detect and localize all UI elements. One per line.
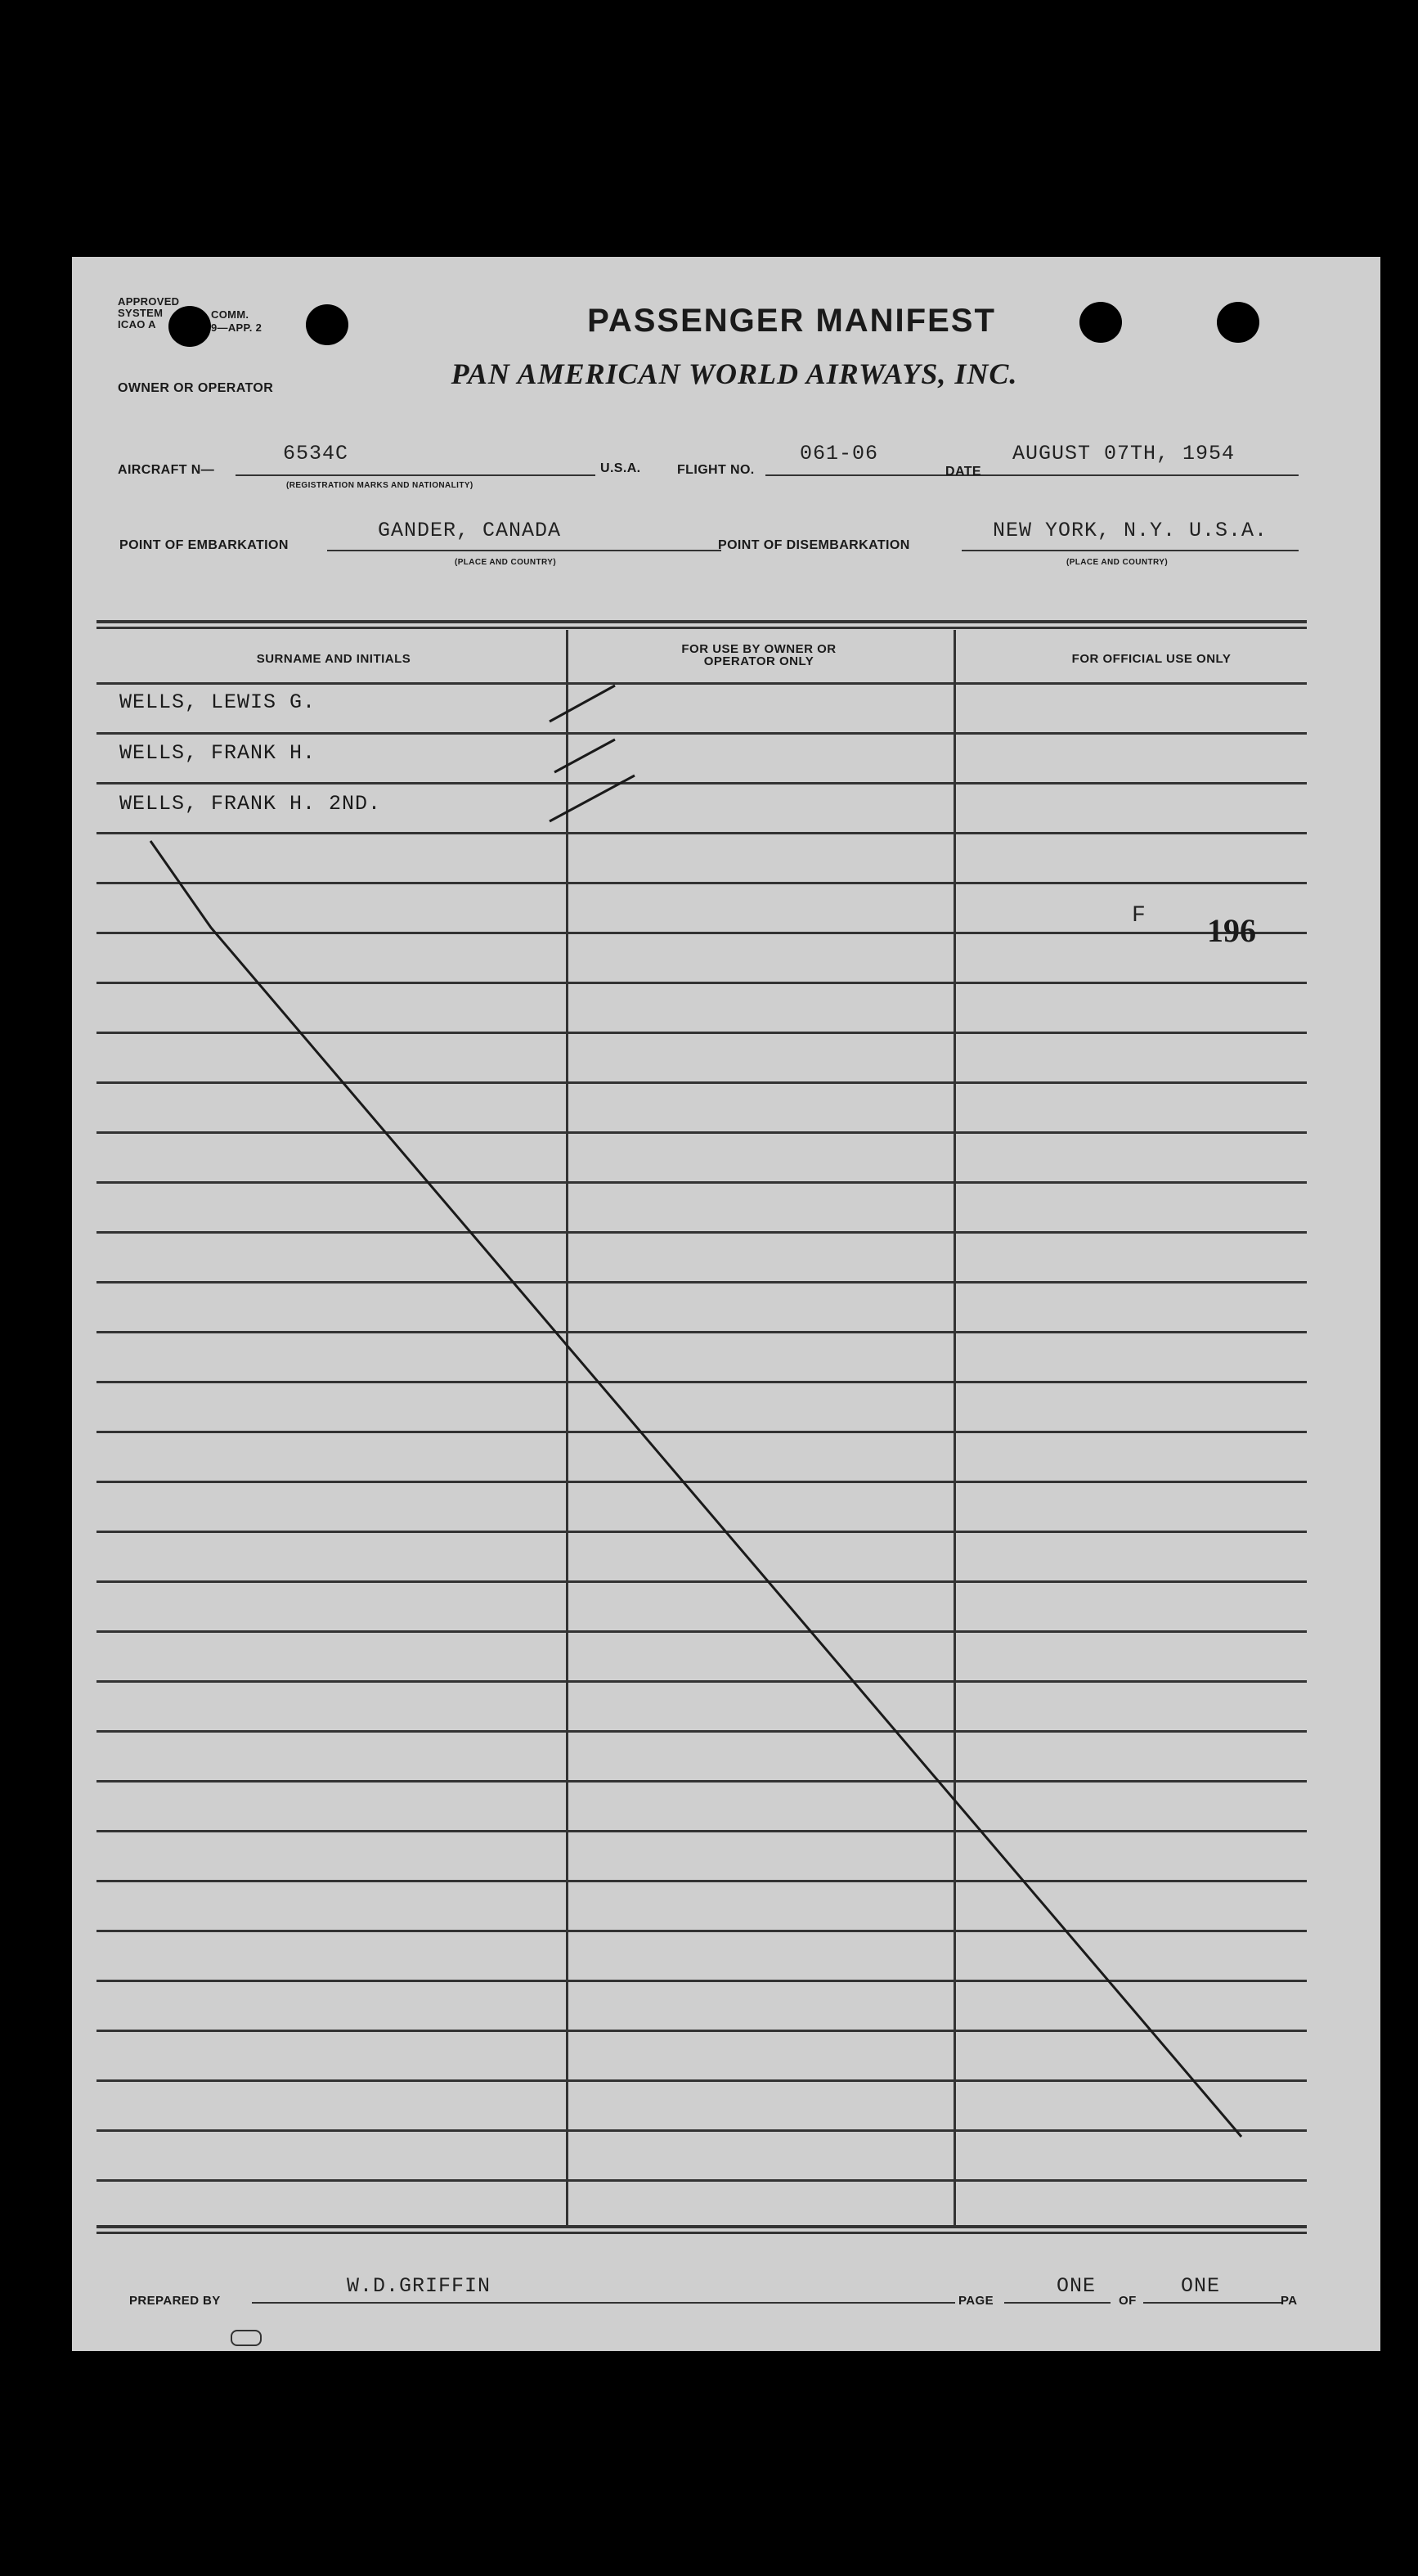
manifest-sheet — [72, 257, 1380, 2351]
tick-mark — [550, 775, 635, 821]
passenger-name: WELLS, LEWIS G. — [119, 690, 316, 714]
strike-line — [150, 841, 1241, 2137]
aircraft-label: AIRCRAFT N— — [118, 463, 215, 477]
passenger-name: WELLS, FRANK H. — [119, 741, 316, 765]
flight-label: FLIGHT NO. — [677, 463, 755, 477]
registration-sublabel: (REGISTRATION MARKS AND NATIONALITY) — [286, 481, 473, 490]
official-mark: F — [1132, 903, 1147, 928]
embarkation-value: GANDER, CANADA — [378, 519, 562, 542]
ink-stamp — [231, 2330, 262, 2346]
of-label: OF — [1119, 2294, 1137, 2308]
approval-line: SYSTEM — [118, 307, 164, 319]
usa-label: U.S.A. — [600, 461, 641, 475]
approval-line: ICAO A — [118, 318, 156, 330]
approval-line: APPROVED — [118, 295, 180, 308]
aircraft-value: 6534C — [283, 442, 349, 465]
tick-mark — [554, 740, 615, 772]
header-official-use: FOR OFFICIAL USE ONLY — [1071, 652, 1232, 666]
header-owner-use: FOR USE BY OWNER OR OPERATOR ONLY — [681, 642, 837, 668]
trailing-label: PA — [1281, 2294, 1298, 2308]
page-underline — [1004, 2302, 1111, 2304]
disembarkation-sublabel: (PLACE AND COUNTRY) — [1066, 558, 1169, 567]
flight-value: 061-06 — [800, 442, 879, 465]
date-label: DATE — [945, 465, 981, 479]
pen-marks — [72, 257, 1380, 2351]
official-number: 196 — [1207, 912, 1256, 949]
approval-line: 9—APP. 2 — [211, 321, 263, 334]
page-value: ONE — [1057, 2274, 1097, 2298]
embarkation-sublabel: (PLACE AND COUNTRY) — [455, 558, 557, 567]
prepared-label: PREPARED BY — [129, 2294, 221, 2308]
page-label: PAGE — [958, 2294, 994, 2308]
page-title: PASSENGER MANIFEST — [587, 303, 996, 339]
tick-mark — [550, 686, 615, 722]
airline-name: PAN AMERICAN WORLD AIRWAYS, INC. — [451, 357, 1018, 390]
disembarkation-value: NEW YORK, N.Y. U.S.A. — [993, 519, 1268, 542]
of-value: ONE — [1181, 2274, 1221, 2298]
passenger-name: WELLS, FRANK H. 2ND. — [119, 792, 382, 816]
prepared-underline — [252, 2302, 955, 2304]
approval-line: COMM. — [211, 308, 249, 321]
disembarkation-label: POINT OF DISEMBARKATION — [718, 538, 910, 552]
date-value: AUGUST 07TH, 1954 — [1012, 442, 1236, 465]
embarkation-label: POINT OF EMBARKATION — [119, 538, 289, 552]
owner-label: OWNER OR OPERATOR — [118, 381, 274, 395]
of-underline — [1143, 2302, 1282, 2304]
prepared-value: W.D.GRIFFIN — [347, 2274, 491, 2298]
header-surname: SURNAME AND INITIALS — [256, 652, 411, 666]
